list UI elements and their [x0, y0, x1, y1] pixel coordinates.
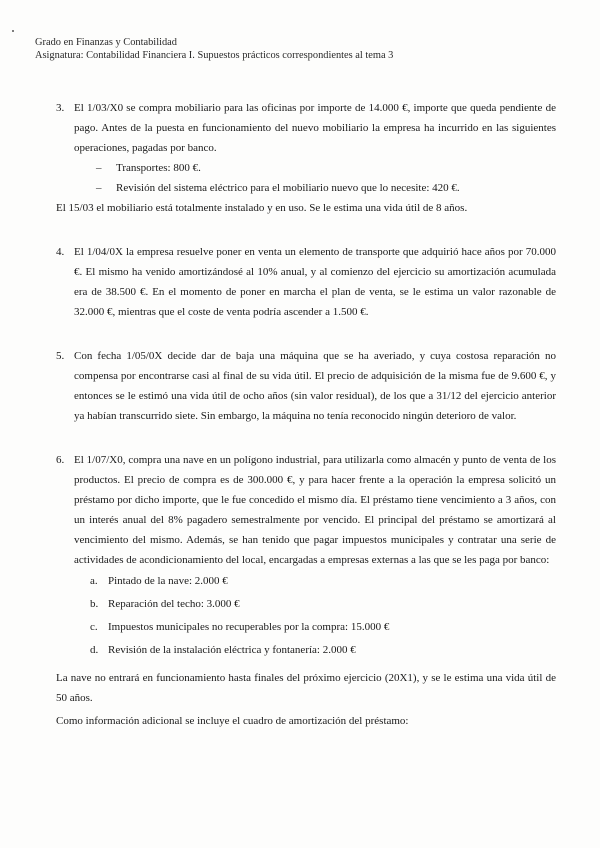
exercise-3 [56, 98, 556, 198]
list-item-text: Impuestos municipales no recuperables por la compra: 15.000 € [108, 621, 390, 633]
dash-marker: – [96, 182, 102, 194]
list-item-text: Transportes: 800 €. [116, 162, 201, 174]
exercise-number: 6. [56, 454, 65, 466]
exercise-6-additional-info: Como información adicional se incluye el cuadro de amortización del préstamo: [56, 715, 409, 727]
exercise-number: 4. [56, 246, 65, 258]
scan-speck [12, 30, 14, 32]
exercise-5 [56, 346, 556, 426]
list-item [96, 178, 556, 198]
exercise-4 [56, 242, 556, 322]
list-item [74, 616, 556, 639]
list-item [74, 639, 556, 662]
exercise-number: 3. [56, 102, 65, 114]
list-letter: c. [90, 621, 98, 633]
exercise-text: Con fecha 1/05/0X decide dar de baja una máquina que se ha averiado, y cuya costosa reparación no compensa por encontrarse casi al final de su vida útil. El precio de adquisición de la misma fue de 9.600 €, y entonces se le estimó una vida útil de ocho años (sin valor residual), de los que a 31/12 del ejercicio anterior ya habían transcurrido siete. Sin embargo, la máquina no tenía reconocido ningún deterioro de valor. [74, 350, 556, 422]
list-item-text: Revisión de la instalación eléctrica y fontanería: 2.000 € [108, 644, 356, 656]
header-subject: Asignatura: Contabilidad Financiera I. Supuestos prácticos correspondientes al tema 3 [35, 49, 394, 61]
header-degree: Grado en Finanzas y Contabilidad [35, 37, 177, 48]
list-item-text: Pintado de la nave: 2.000 € [108, 575, 228, 587]
exercise-6-useful-life: La nave no entrará en funcionamiento hasta finales del próximo ejercicio (20X1), y se le estima una vida útil de 50 años. [56, 672, 556, 704]
cost-list [74, 158, 556, 198]
list-letter: d. [90, 644, 99, 656]
document-header [35, 37, 393, 62]
expense-list [74, 570, 556, 662]
list-item [74, 570, 556, 593]
dash-marker: – [96, 162, 102, 174]
exercise-text: El 1/03/X0 se compra mobiliario para las oficinas por importe de 14.000 €, importe que queda pendiente de pago. Antes de la puesta en funcionamiento del nuevo mobiliario la empresa ha incurrido en las siguientes operaciones, pagadas por banco. [74, 102, 556, 154]
exercise-3-followup: El 15/03 el mobiliario está totalmente instalado y en uso. Se le estima una vida útil de 8 años. [56, 202, 468, 214]
exercise-list [56, 98, 556, 731]
exercise-text: El 1/04/0X la empresa resuelve poner en venta un elemento de transporte que adquirió hace años por 70.000 €. El mismo ha venido amortizándosé al 10% anual, y al comienzo del ejercicio su amortización acumulada era de 38.500 €. En el momento de poner en marcha el plan de venta, se le estima un valor razonable de 32.000 €, mientras que el coste de venta podría ascender a 1.500 €. [74, 246, 556, 318]
exercise-text: El 1/07/X0, compra una nave en un polígono industrial, para utilizarla como almacén y punto de venta de los productos. El precio de compra es de 300.000 €, y para hacer frente a la operación la empresa solicitó un préstamo por dicho importe, que le fue concedido el mismo día. El préstamo tiene vencimiento a 3 años, con un interés anual del 8% pagadero semestralmente por vencido. El principal del préstamo se amortizará al vencimiento del mismo. Además, se han tenido que pagar impuestos municipales y contratar una serie de actividades de acondicionamiento del local, encargadas a empresas externas a las que se les paga por banco: [74, 454, 556, 566]
list-item-text: Revisión del sistema eléctrico para el mobiliario nuevo que lo necesite: 420 €. [116, 182, 460, 194]
list-item-text: Reparación del techo: 3.000 € [108, 598, 240, 610]
list-item [96, 158, 556, 178]
exercise-6 [56, 450, 556, 662]
exercise-number: 5. [56, 350, 65, 362]
list-letter: a. [90, 575, 98, 587]
list-letter: b. [90, 598, 99, 610]
list-item [74, 593, 556, 616]
